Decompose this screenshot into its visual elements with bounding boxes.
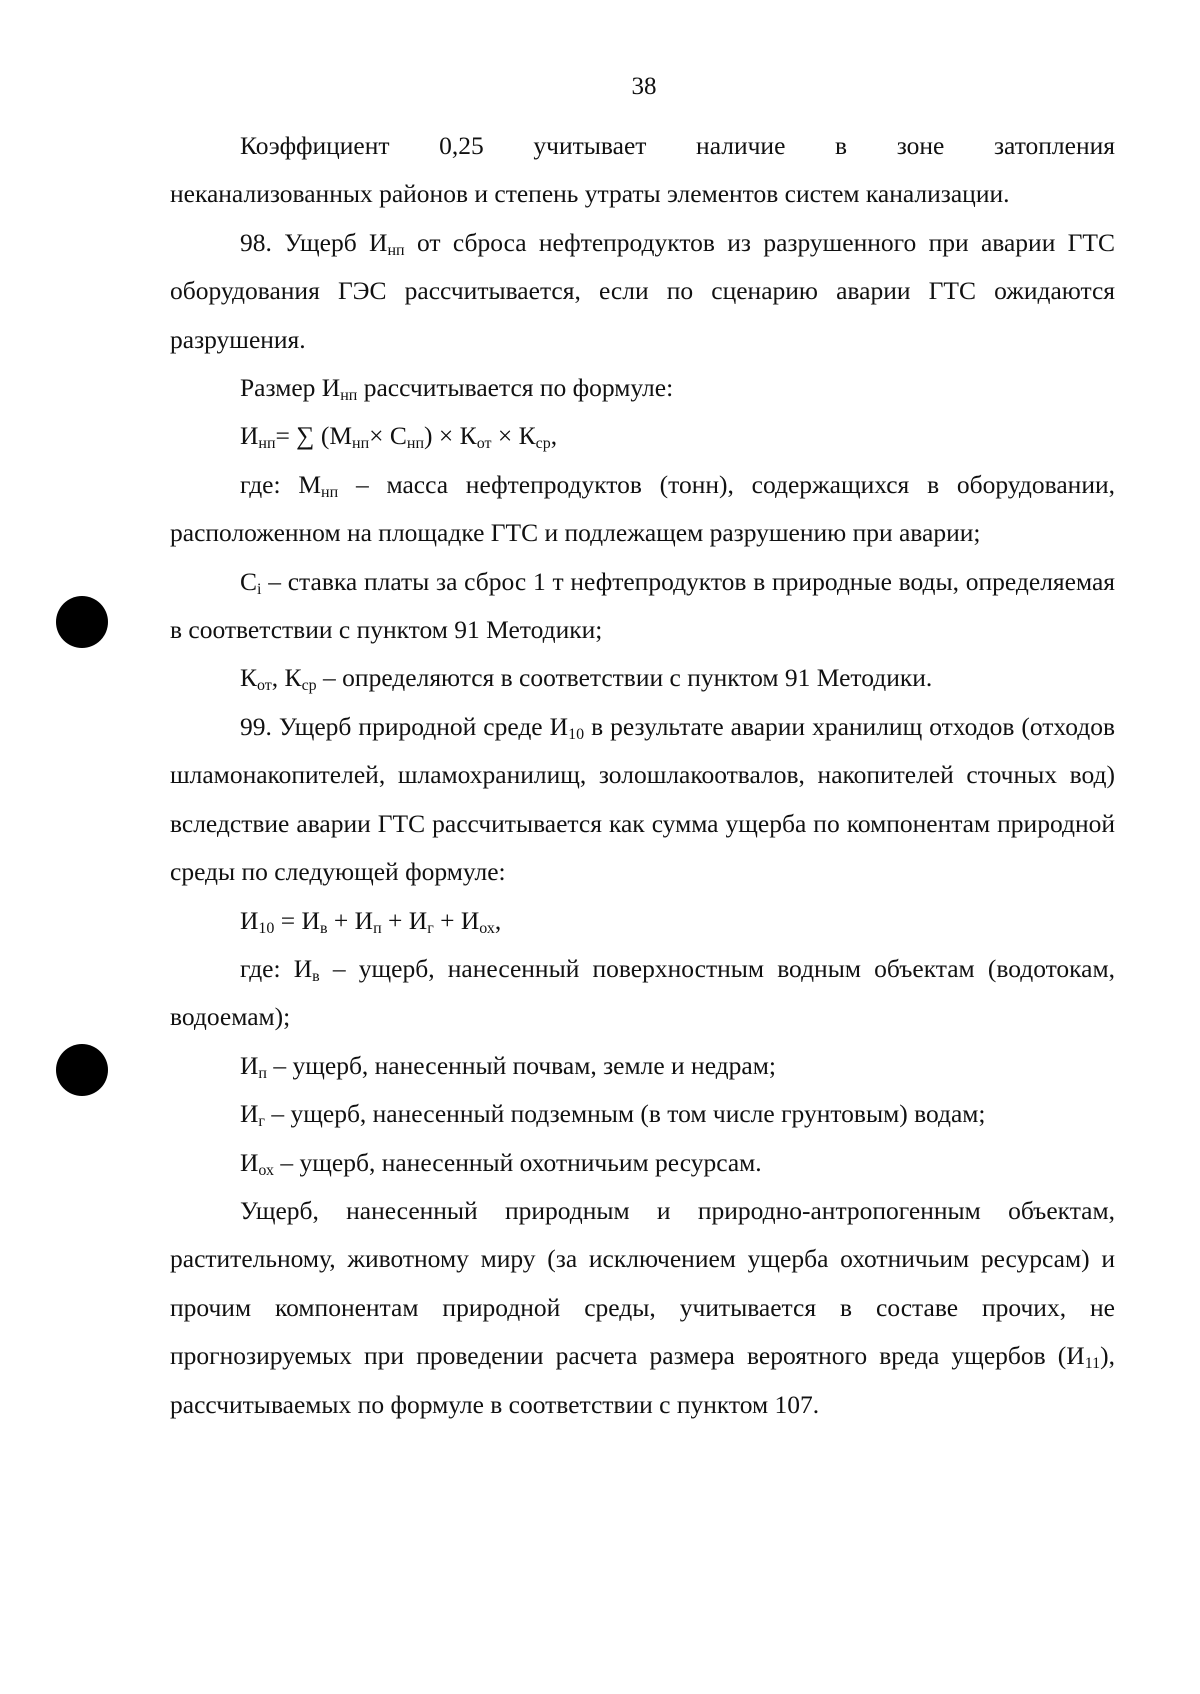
paragraph-size-formula-intro: Размер $И_{нп}$ рассчитывается по формуле: [240, 373, 674, 405]
paragraph-99: 99. Ущерб природной среде $И_{10}$ в результате аварии хранилищ отходов (отходов шламонакопителей, шламохранилищ, золошлакоотвалов, накопителей сточных вод) вследствие аварии ГТС рассчитывается как сумма ущерба по компонентам природной среды по следующей формуле: [170, 711, 1115, 887]
definition-kot-ksr: $К_{от}$, $К_{ср}$ – определяются в соответствии с пунктом 91 Методики. [240, 663, 933, 695]
paragraph-coefficient-line2: неканализованных районов и степень утраты элементов систем канализации. [170, 179, 1010, 209]
paragraph-coefficient-line1: Коэффициент 0,25 учитывает наличие в зоне затопления [240, 131, 1115, 160]
punch-hole-bottom [56, 1044, 108, 1096]
page-number: 38 [631, 73, 657, 100]
definition-mnp: где: $М_{нп}$ – масса нефтепродуктов (тонн), содержащихся в оборудовании, расположенном на площадке ГТС и подлежащем разрушению при аварии; [170, 469, 1115, 548]
definition-ip: $И_п$ – ущерб, нанесенный почвам, земле и недрам; [240, 1050, 776, 1082]
definition-iox: $И_{ох}$ – ущерб, нанесенный охотничьим ресурсам. [240, 1147, 762, 1179]
formula-i10: $И_{10} = И_в + И_п + И_г + И_{ох}$, [240, 905, 502, 937]
punch-hole-top [56, 596, 108, 648]
formula-inp: $И_{нп}=$ ∑ $(М_{нп}\times С_{нп}) \times К_{от} \times К_{ср}$, [240, 421, 558, 453]
paragraph-other-damage: Ущерб, нанесенный природным и природно-антропогенным объектам, растительному, животному миру (за исключением ущерба охотничьим ресурсам) и прочим компонентам природной среды, учитывается в составе прочих, не прогнозируемых при проведении расчета размера вероятного вреда ущербов $(И_{11})$, рассчитываемых по формуле в соответствии с пунктом 107. [170, 1195, 1115, 1419]
definition-ig: $И_г$ – ущерб, нанесенный подземным (в том числе грунтовым) водам; [240, 1099, 986, 1131]
document-body [170, 122, 1115, 1429]
definition-iv: где: $И_в$ – ущерб, нанесенный поверхностным водным объектам (водотокам, водоемам); [170, 953, 1115, 1032]
paragraph-98: 98. Ущерб $И_{нп}$ от сброса нефтепродуктов из разрушенного при аварии ГТС оборудования ГЭС рассчитывается, если по сценарию аварии ГТС ожидаются разрушения. [170, 227, 1116, 354]
definition-ci: $С_i$ – ставка платы за сброс 1 т нефтепродуктов в природные воды, определяемая в соответствии с пунктом 91 Методики; [170, 566, 1115, 645]
